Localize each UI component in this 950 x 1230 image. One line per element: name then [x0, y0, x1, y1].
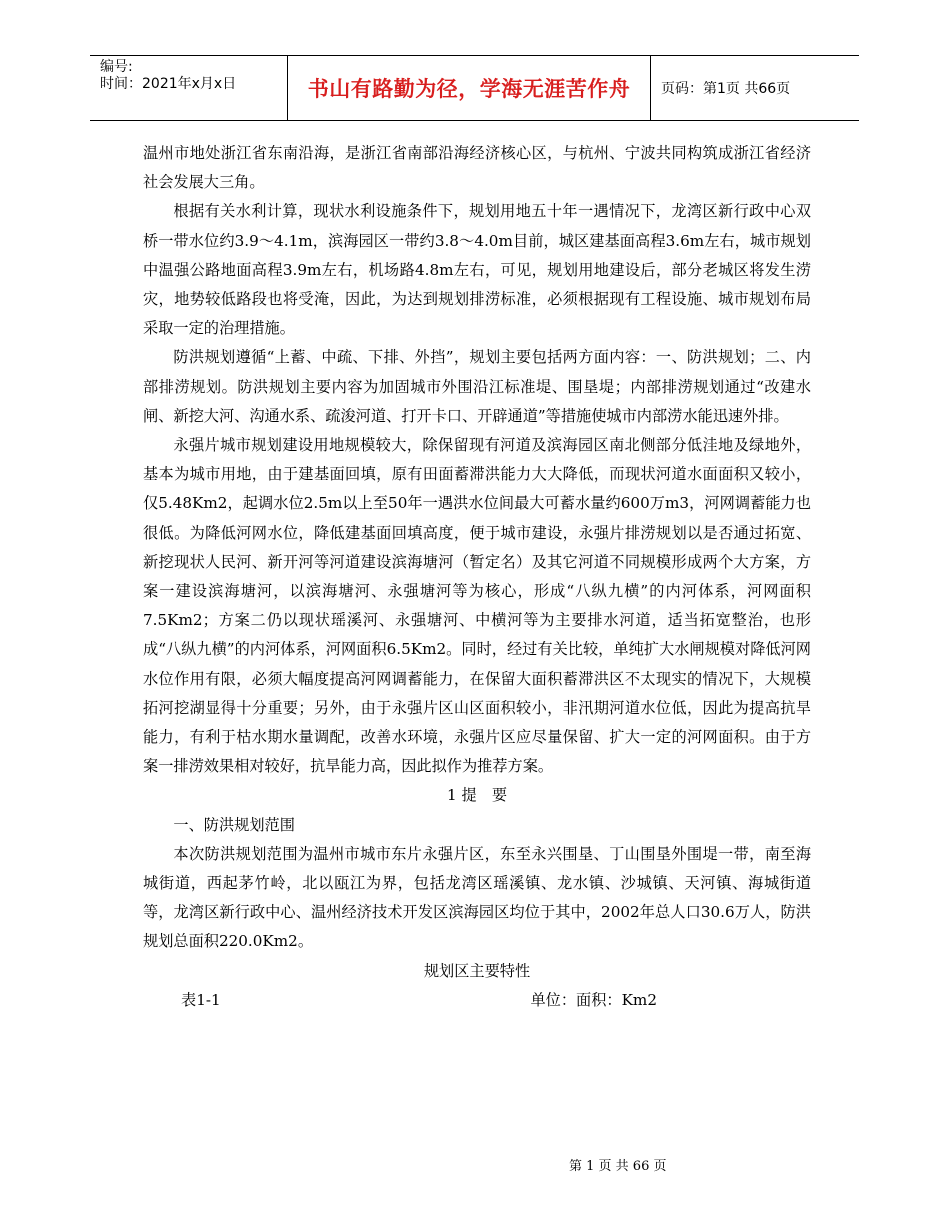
paragraph-principles: 防洪规划遵循“上蓄、中疏、下排、外挡”，规划主要包括两方面内容：一、防洪规划；二、内部排涝规划。防洪规划主要内容为加固城市外围沿江标准堤、围垦堤；内部排涝规划通过“改建水闸、新挖大河、沟通水系、疏浚河道、打开卡口、开辟通道”等措施使城市内部涝水能迅速外排。	[143, 348, 811, 425]
header-motto: 书山有路勤为径，学海无涯苦作舟	[307, 77, 631, 101]
document-time-label: 时间：2021年x月x日	[100, 76, 237, 92]
paragraph-hydrology: 根据有关水利计算，现状水利设施条件下，规划用地五十年一遇情况下，龙湾区新行政中心双桥一带水位约3.9～4.1m，滨海园区一带约3.8～4.0m目前，城区建基面高程3.6m左右，城市规划中温强公路地面高程3.9m左右，机场路4.8m左右，可见，规划用地建设后，部分老城区将发生涝灾，地势较低路段也将受淹，因此，为达到规划排涝标准，必须根据现有工程设施、城市规划布局采取一定的治理措施。	[143, 202, 811, 338]
section-title: 1 提 要	[446, 786, 508, 805]
paragraph-intro: 温州市地处浙江省东南沿海，是浙江省南部沿海经济核心区，与杭州、宁波共同构筑成浙江省经济社会发展大三角。	[143, 144, 811, 192]
table-label: 表1-1	[181, 990, 221, 1009]
table-caption: 规划区主要特性	[423, 961, 531, 980]
header-page-info-cell	[651, 56, 859, 120]
header-page-info: 页码：第1页 共66页	[661, 81, 791, 97]
document-body	[143, 139, 811, 1015]
header-meta	[90, 56, 287, 120]
paragraph-scope: 本次防洪规划范围为温州市城市东片永强片区，东至永兴围垦、丁山围垦外围堤一带，南至海城街道，西起茅竹岭，北以瓯江为界，包括龙湾区瑶溪镇、龙水镇、沙城镇、天河镇、海城街道等，龙湾区新行政中心、温州经济技术开发区滨海园区均位于其中，2002年总人口30.6万人，防洪规划总面积220.0Km2。	[143, 844, 811, 951]
subsection-title: 一、防洪规划范围	[173, 815, 295, 834]
page-footer: 第 1 页 共 66 页	[569, 1159, 667, 1174]
page-header	[90, 55, 859, 121]
table-header-row	[143, 986, 811, 1015]
document-number-label: 编号:	[100, 59, 133, 75]
paragraph-plan-options: 永强片城市规划建设用地规模较大，除保留现有河道及滨海园区南北侧部分低洼地及绿地外，基本为城市用地，由于建基面回填，原有田面蓄滞洪能力大大降低，而现状河道水面面积又较小，仅5.48Km2，起调水位2.5m以上至50年一遇洪水位间最大可蓄水量约600万m3，河网调蓄能力也很低。为降低河网水位，降低建基面回填高度，便于城市建设，永强片排涝规划以是否通过拓宽、新挖现状人民河、新开河等河道建设滨海塘河（暂定名）及其它河道不同规模形成两个大方案，方案一建设滨海塘河，以滨海塘河、永强塘河等为核心，形成“八纵九横”的内河体系，河网面积7.5Km2；方案二仍以现状瑶溪河、永强塘河、中横河等为主要排水河道，适当拓宽整治，也形成“八纵九横”的内河体系，河网面积6.5Km2。同时，经过有关比较，单纯扩大水闸规模对降低河网水位作用有限，必须大幅度提高河网调蓄能力，在保留大面积蓄滞洪区不太现实的情况下，大规模拓河挖湖显得十分重要；另外，由于永强片区山区面积较小，非汛期河道水位低，因此为提高抗旱能力，有利于枯水期水量调配，改善水环境，永强片区应尽量保留、扩大一定的河网面积。由于方案一排涝效果相对较好，抗旱能力高，因此拟作为推荐方案。	[143, 436, 811, 776]
table-unit: 单位：面积：Km2	[530, 990, 657, 1009]
header-motto-cell	[287, 56, 651, 120]
